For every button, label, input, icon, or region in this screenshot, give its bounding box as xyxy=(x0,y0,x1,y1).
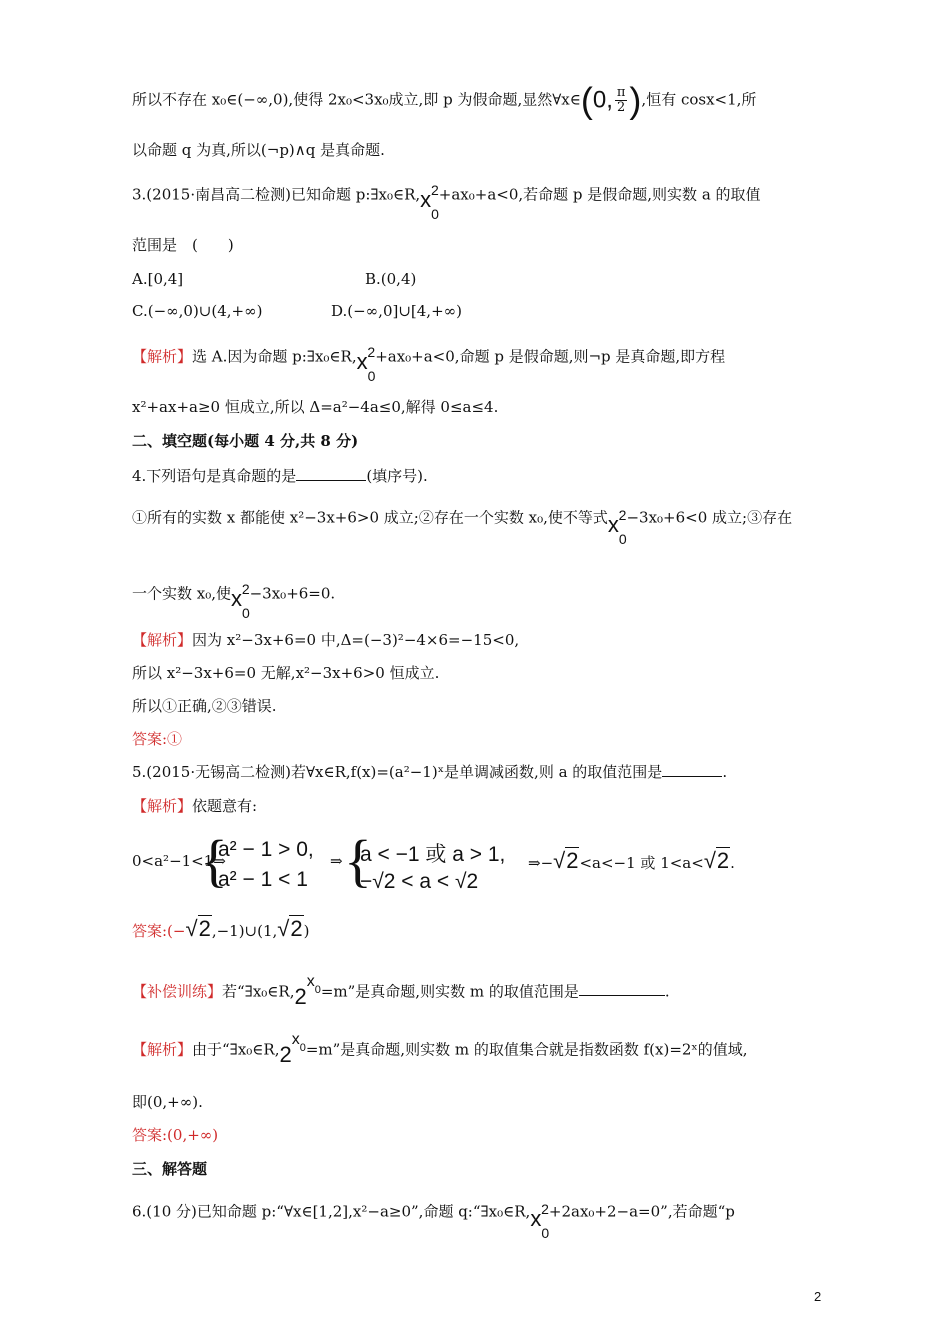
system-1-top: a² − 1 > 0, xyxy=(218,838,314,861)
close-paren: ) xyxy=(629,79,642,121)
line-1-text-a: 所以不存在 x₀∈(−∞,0),使得 2x₀<3x₀成立,即 p 为假命题,显然∀x∈ xyxy=(132,90,581,109)
line-1 xyxy=(132,79,757,121)
system-1-bottom: a² − 1 < 1 xyxy=(218,868,308,891)
analysis-3-cont: x²+ax+a≥0 恒成立,所以 Δ=a²−4a≤0,解得 0≤a≤4. xyxy=(132,398,499,416)
q6-text-b: +2ax₀+2−a=0”,若命题“p xyxy=(548,1202,735,1221)
analysis-3 xyxy=(132,337,726,384)
analysis-tag: 【解析】 xyxy=(132,1040,193,1059)
analysis-4-line-3: 所以①正确,②③错误. xyxy=(132,697,277,715)
option-a: A.[0,4] xyxy=(132,270,184,288)
sqrt-2: √2 xyxy=(703,848,730,873)
analysis-tag: 【解析】 xyxy=(132,347,193,366)
open-paren: ( xyxy=(580,79,593,121)
q4-text-f: −3x₀+6=0. xyxy=(249,584,336,603)
answer-blank xyxy=(579,981,665,996)
answer-5: 答案:(−√2,−1)∪(1,√2) xyxy=(132,916,310,941)
derivation-tail: ⇒−√2<a<−1 或 1<a<√2. xyxy=(528,848,735,873)
q4-text-e: 一个实数 x₀,使 xyxy=(132,584,232,603)
analysis-4-line-2: 所以 x²−3x+6=0 无解,x²−3x+6>0 恒成立. xyxy=(132,664,440,682)
q4-text-c: ①所有的实数 x 都能使 x²−3x+6>0 成立;②存在一个实数 x₀,使不等式 xyxy=(132,508,608,527)
system-2-top: a < −1 或 a > 1, xyxy=(360,843,506,866)
comp-text-a: 若“∃x₀∈R, xyxy=(222,982,295,1001)
question-3-stem-cont: 范围是 ( ) xyxy=(132,236,234,254)
x0-squared: $x_0^2$ xyxy=(420,182,439,222)
question-3-stem xyxy=(132,175,761,222)
analysis-compensation xyxy=(132,1031,748,1068)
answer-blank xyxy=(296,466,366,481)
q5-text-a: 5.(2015·无锡高二检测)若∀x∈R,f(x)=(a²−1)ˣ是单调减函数,则 a 的取值范围是 xyxy=(132,763,663,781)
x0-squared: $x_0^2$ xyxy=(607,507,627,547)
analysis-tag: 【解析】 xyxy=(132,797,193,815)
x0-squared: $x_0^2$ xyxy=(356,344,376,384)
section-3-heading: 三、解答题 xyxy=(132,1160,208,1178)
x0-squared: $x_0^2$ xyxy=(530,1201,550,1241)
acomp-text-b: =m”是真命题,则实数 m 的取值集合就是指数函数 f(x)=2ˣ的值域, xyxy=(305,1040,748,1059)
q3-text-a: 3.(2015·南昌高二检测)已知命题 p:∃x₀∈R, xyxy=(132,185,421,204)
q4-text-b: (填序号). xyxy=(366,467,428,485)
sqrt-2: √2 xyxy=(277,916,303,941)
analysis-4 xyxy=(132,629,519,651)
line-1-text-b: ,恒有 cosx<1,所 xyxy=(641,90,757,109)
x0-squared: $x_0^2$ xyxy=(231,581,250,621)
two-to-x0: $2^{x_0}$ xyxy=(294,973,321,1010)
implies-arrow: ⇒ xyxy=(330,852,343,870)
left-brace: { xyxy=(344,828,372,893)
sqrt-2: √2 xyxy=(553,848,579,873)
page-number: 2 xyxy=(814,1289,822,1304)
compensation-training xyxy=(132,973,670,1010)
analysis-compensation-cont: 即(0,+∞). xyxy=(132,1093,203,1111)
q6-text-a: 6.(10 分)已知命题 p:“∀x∈[1,2],x²−a≥0”,命题 q:“∃x₀∈R, xyxy=(132,1202,531,1221)
q4-text-a: 4.下列语句是真命题的是 xyxy=(132,467,297,485)
q4-text-d: −3x₀+6<0 成立;③存在 xyxy=(626,508,793,527)
pi-over-2-fraction: $\frac{\pi}{2}$ xyxy=(616,85,626,115)
option-b: B.(0,4) xyxy=(365,270,417,288)
q3-text-b: +ax₀+a<0,若命题 p 是假命题,则实数 a 的取值 xyxy=(438,185,761,204)
answer-blank xyxy=(662,762,722,777)
derivation xyxy=(0,830,950,900)
section-2-heading: 二、填空题(每小题 4 分,共 8 分) xyxy=(132,432,359,450)
answer-4: 答案:① xyxy=(132,730,183,748)
option-c: C.(−∞,0)∪(4,+∞) xyxy=(132,302,263,320)
system-2-bottom: −√2 < a < √2 xyxy=(360,870,479,893)
compensation-tag: 【补偿训练】 xyxy=(132,982,223,1001)
comp-text-b: =m”是真命题,则实数 m 的取值范围是 xyxy=(320,982,579,1001)
option-d: D.(−∞,0]∪[4,+∞) xyxy=(331,302,462,320)
question-4-statements xyxy=(132,498,793,547)
question-4 xyxy=(132,465,428,487)
question-5 xyxy=(132,761,727,783)
derivation-lead: 0<a²−1<1⇒ xyxy=(132,852,226,870)
a3-text-b: +ax₀+a<0,命题 p 是假命题,则¬p 是真命题,即方程 xyxy=(375,347,726,366)
a3-text-a: 选 A.因为命题 p:∃x₀∈R, xyxy=(192,347,357,366)
interval-left: 0, xyxy=(592,86,613,114)
answer-compensation: 答案:(0,+∞) xyxy=(132,1126,219,1144)
a4-text-a: 因为 x²−3x+6=0 中,Δ=(−3)²−4×6=−15<0, xyxy=(192,631,520,649)
question-6 xyxy=(132,1192,735,1241)
acomp-text-a: 由于“∃x₀∈R, xyxy=(192,1040,280,1059)
analysis-tag: 【解析】 xyxy=(132,631,193,649)
analysis-5 xyxy=(132,795,257,817)
sqrt-2: √2 xyxy=(185,916,211,941)
left-brace: { xyxy=(200,828,228,893)
a5-text-a: 依题意有: xyxy=(192,797,258,815)
question-4-statement-3 xyxy=(132,574,336,621)
q5-text-b: . xyxy=(722,763,728,781)
comp-text-c: . xyxy=(664,982,670,1001)
two-to-x0: $2^{x_0}$ xyxy=(279,1031,306,1068)
line-2: 以命题 q 为真,所以(¬p)∧q 是真命题. xyxy=(132,141,385,159)
